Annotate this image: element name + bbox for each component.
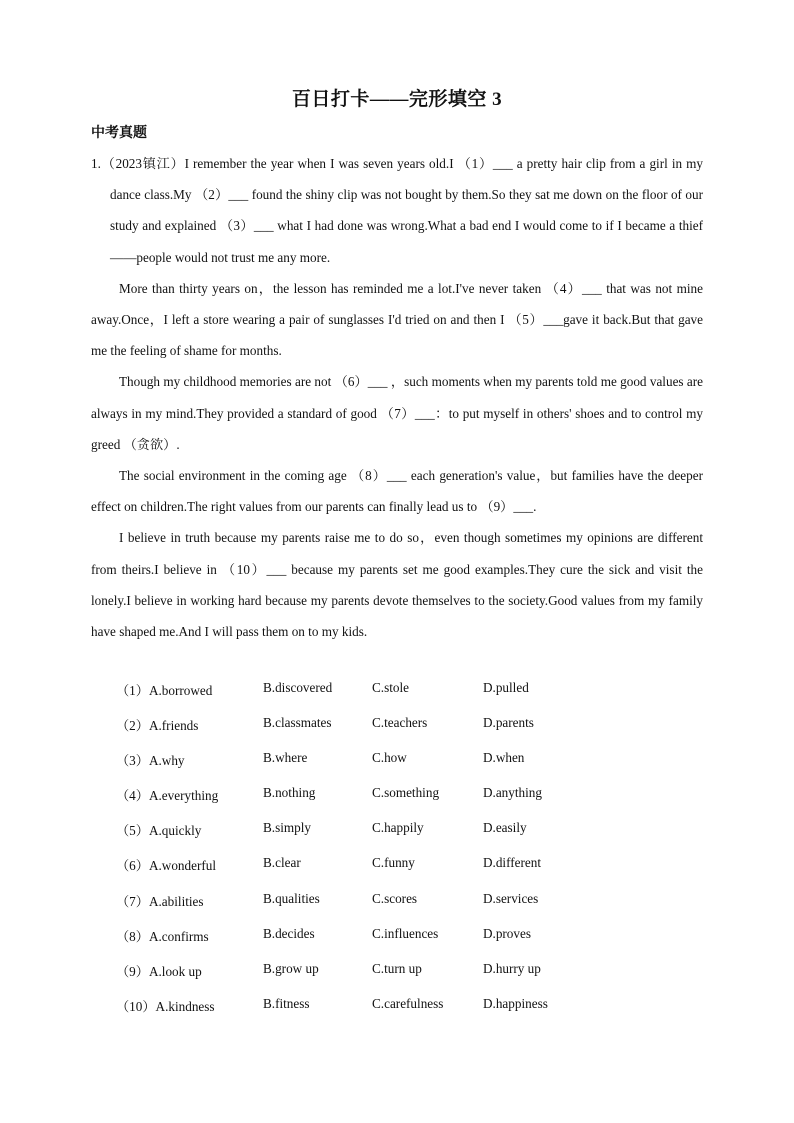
option-d: D.parents xyxy=(483,715,534,731)
option-a: （3）A.why xyxy=(116,753,185,769)
option-d: D.happiness xyxy=(483,995,548,1011)
option-b: B.qualities xyxy=(263,890,320,906)
option-a: （6）A.wonderful xyxy=(116,858,216,874)
option-c: C.stole xyxy=(372,680,409,695)
option-b: B.discovered xyxy=(263,680,333,695)
option-d: D.different xyxy=(483,855,541,871)
option-b: B.grow up xyxy=(263,960,319,976)
passage-paragraph-1: 1.（2023镇江）I remember the year when I was seven years old.I （1）___ a pretty hair clip from a girl in my dance class.My （2）___ found the shiny clip was not bought by them.So they sat me down on the floor of our study and explained （3）___ what I had done was wrong.What a bad end I would come to if I became a thief——people would not trust me any more. xyxy=(91,156,703,265)
option-row-10 xyxy=(116,996,596,1031)
option-a: （4）A.everything xyxy=(116,788,219,804)
option-a: （5）A.quickly xyxy=(116,823,202,839)
option-b: B.where xyxy=(263,750,308,766)
option-a: （8）A.confirms xyxy=(116,928,209,944)
option-b: B.simply xyxy=(263,820,311,836)
passage-paragraph-2: More than thirty years on，the lesson has reminded me a lot.I've never taken （4）___ that was not mine away.Once，I left a store wearing a pair of sunglasses I'd tried on and then I （5）___gave it back.But that gave me the feeling of shame for months. xyxy=(91,280,703,359)
option-row-3 xyxy=(116,750,596,785)
option-c: C.teachers xyxy=(372,715,428,731)
option-row-7 xyxy=(116,891,596,926)
option-c: C.how xyxy=(372,750,407,766)
option-row-1 xyxy=(116,680,596,715)
option-row-6 xyxy=(116,855,596,890)
option-d: D.proves xyxy=(483,925,531,941)
option-d: D.when xyxy=(483,750,525,766)
option-c: C.scores xyxy=(372,890,418,906)
option-d: D.hurry up xyxy=(483,960,541,976)
option-c: C.happily xyxy=(372,820,424,836)
option-d: D.easily xyxy=(483,820,527,836)
option-c: C.funny xyxy=(372,855,415,871)
option-a: （1）A.borrowed xyxy=(116,683,213,698)
passage-paragraph-4: The social environment in the coming age （8）___ each generation's value，but families have the deeper effect on children.The right values from our parents can finally lead us to （9）___. xyxy=(91,468,703,515)
option-d: D.anything xyxy=(483,785,542,801)
option-d: D.services xyxy=(483,890,539,906)
option-row-4 xyxy=(116,785,596,820)
answer-options xyxy=(116,680,596,1031)
option-row-8 xyxy=(116,926,596,961)
option-row-9 xyxy=(116,961,596,996)
section-heading: 中考真题 xyxy=(91,126,147,141)
option-row-2 xyxy=(116,715,596,750)
passage-paragraph-5: I believe in truth because my parents raise me to do so，even though sometimes my opinions are different from theirs.I believe in （10）___ because my parents set me good examples.They cure the sick and visit the lonely.I believe in working hard because my parents devote themselves to the society.Good values from my family have shaped me.And I will pass them on to my kids. xyxy=(91,530,703,640)
option-a: （2）A.friends xyxy=(116,718,199,734)
option-a: （10）A.kindness xyxy=(116,998,215,1014)
cloze-passage xyxy=(91,148,703,647)
option-b: B.decides xyxy=(263,925,315,941)
page-title: 百日打卡——完形填空 3 xyxy=(291,89,503,110)
option-b: B.clear xyxy=(263,855,301,871)
option-a: （9）A.look up xyxy=(116,963,202,979)
option-c: C.influences xyxy=(372,925,439,941)
option-b: B.fitness xyxy=(263,995,310,1011)
option-d: D.pulled xyxy=(483,680,529,695)
option-c: C.carefulness xyxy=(372,995,444,1011)
passage-paragraph-3: Though my childhood memories are not （6）___ ，such moments when my parents told me good values are always in my mind.They provided a standard of good （7）___：to put myself in others' shoes and to control my greed （贪欲）. xyxy=(91,374,703,452)
option-c: C.something xyxy=(372,785,440,801)
option-b: B.classmates xyxy=(263,715,332,731)
option-b: B.nothing xyxy=(263,785,316,801)
option-row-5 xyxy=(116,820,596,855)
option-c: C.turn up xyxy=(372,960,422,976)
option-a: （7）A.abilities xyxy=(116,893,204,909)
